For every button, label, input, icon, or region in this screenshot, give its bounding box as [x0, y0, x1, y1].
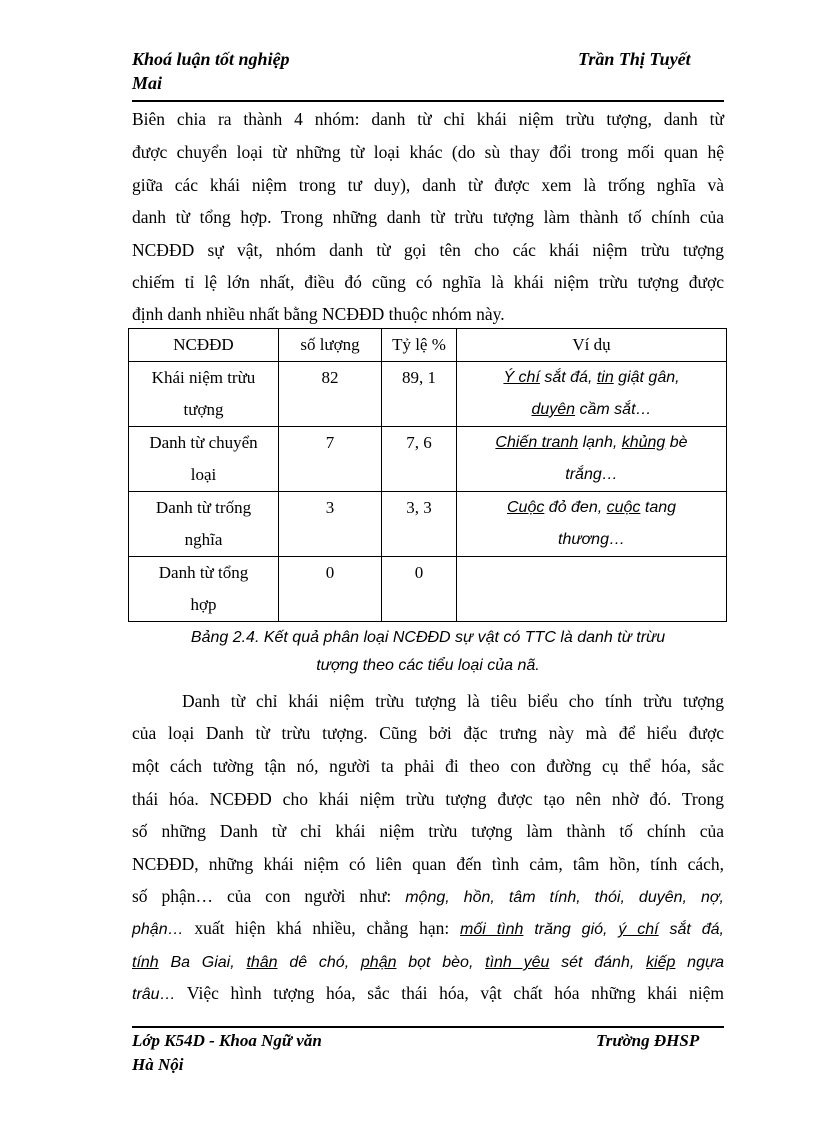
table-row [129, 492, 727, 557]
table-row [129, 427, 727, 492]
percent-cell: 3, 3 [382, 492, 457, 557]
percent-cell: 7, 6 [382, 427, 457, 492]
footer-class-cont: Hà Nội [132, 1055, 184, 1074]
percent-cell: 0 [382, 557, 457, 622]
category-cell: Danh từ trống nghĩa [129, 492, 279, 557]
example-cell: Cuộc đỏ đen, cuộc tang thương… [457, 492, 727, 557]
paragraph-line: số phận… của con người như: mộng, hồn, tâm tính, thói, duyên, nợ, [132, 886, 724, 906]
paragraph-line: một cách tường tận nó, người ta phải đi theo con đường cụ thể hóa, sắc [132, 756, 724, 776]
paragraph-line: số những Danh từ chỉ khái niệm trừu tượng làm thành tố chính của [132, 821, 724, 841]
header-author: Trần Thị Tuyết [578, 49, 691, 69]
paragraph-line: NCĐĐD sự vật, nhóm danh từ gọi tên cho các khái niệm trừu tượng [132, 240, 724, 260]
table-header-row [129, 329, 727, 362]
example-cell: Chiến tranh lạnh, khủng bè trắng… [457, 427, 727, 492]
header-cell: NCĐĐD [129, 329, 279, 362]
paragraph-line: thái hóa. NCĐĐD cho khái niệm trừu tượng được tạo nên nhờ đó. Trong [132, 789, 724, 809]
paragraph-line: NCĐĐD, những khái niệm có liên quan đến tình cảm, tâm hồn, tính cách, [132, 854, 724, 874]
table-caption: Bảng 2.4. Kết quả phân loại NCĐĐD sự vật có TTC là danh từ trừu tượng theo các tiểu loại của nã. [190, 629, 666, 674]
paragraph-line: của loại Danh từ trừu tượng. Cũng bởi đặc trưng này mà để hiểu được [132, 723, 724, 743]
count-cell: 0 [279, 557, 382, 622]
count-cell: 82 [279, 362, 382, 427]
paragraph-line: giữa các khái niệm trong tư duy), danh từ được xem là trống nghĩa và [132, 175, 724, 195]
header-title-cont: Mai [132, 73, 163, 93]
header-title: Khoá luận tốt nghiệp [132, 49, 290, 69]
paragraph-line: trâu… Việc hình tượng hóa, sắc thái hóa, vật chất hóa những khái niệm [132, 983, 724, 1003]
category-cell: Danh từ tổng hợp [129, 557, 279, 622]
example-cell: Ý chí sắt đá, tin giật gân, duyên cầm sắt… [457, 362, 727, 427]
category-cell: Khái niệm trừu tượng [129, 362, 279, 427]
paragraph-line: phận… xuất hiện khá nhiều, chẳng hạn: mối tình trăng gió, ý chí sắt đá, [132, 918, 724, 938]
paragraph-line: định danh nhiều nhất bằng NCĐĐD thuộc nhóm này. [132, 304, 505, 324]
header-divider [132, 100, 724, 102]
paragraph-line: danh từ tổng hợp. Trong những danh từ trừu tượng làm thành tố chính của [132, 207, 724, 227]
classification-table [128, 328, 727, 622]
count-cell: 7 [279, 427, 382, 492]
example-cell [457, 557, 727, 622]
header-cell: số lượng [279, 329, 382, 362]
paragraph-line: Biên chia ra thành 4 nhóm: danh từ chỉ khái niệm trừu tượng, danh từ [132, 109, 724, 129]
count-cell: 3 [279, 492, 382, 557]
footer-class: Lớp K54D - Khoa Ngữ văn [132, 1031, 322, 1050]
paragraph-line: được chuyển loại từ những từ loại khác (do sù thay đổi trong mối quan hệ [132, 142, 724, 162]
paragraph-line: chiếm tỉ lệ lớn nhất, điều đó cũng có nghĩa là khái niệm trừu tượng được [132, 272, 724, 292]
paragraph-line: Danh từ chỉ khái niệm trừu tượng là tiêu biểu cho tính trừu tượng [182, 691, 724, 711]
header-cell: Tỷ lệ % [382, 329, 457, 362]
footer-school: Trường ĐHSP [596, 1031, 700, 1050]
table-row [129, 557, 727, 622]
header-cell: Ví dụ [457, 329, 727, 362]
footer-divider [132, 1026, 724, 1028]
paragraph-line: tính Ba Giai, thân dê chó, phận bọt bèo, tình yêu sét đánh, kiếp ngựa [132, 954, 724, 971]
table-row [129, 362, 727, 427]
percent-cell: 89, 1 [382, 362, 457, 427]
category-cell: Danh từ chuyển loại [129, 427, 279, 492]
